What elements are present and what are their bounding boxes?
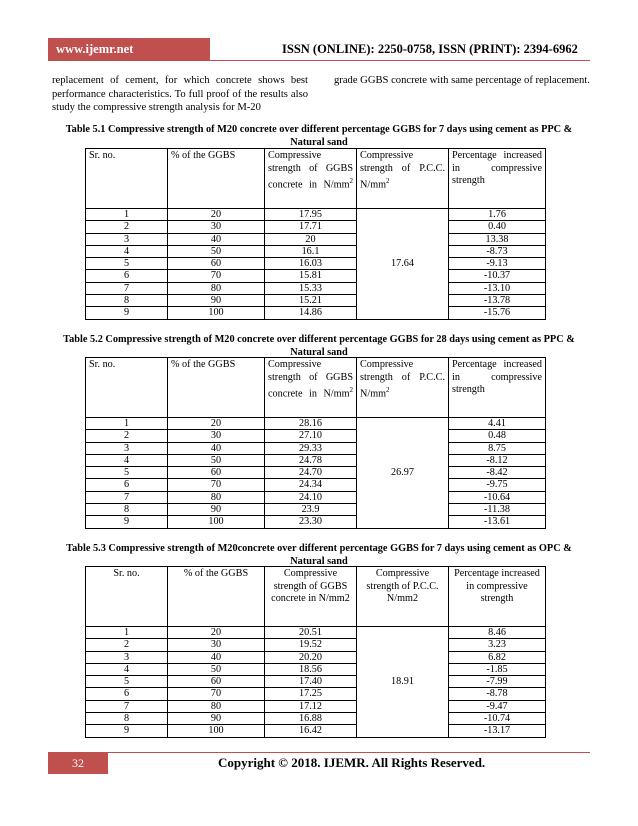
table-row	[86, 639, 546, 651]
table-row	[86, 258, 546, 270]
table-body	[86, 418, 546, 529]
cell-percent-increase: -8.12	[449, 454, 546, 466]
cell-ggbs-percent: 30	[168, 221, 265, 233]
col-header-increase: Percentage increased in compressive strength	[449, 567, 546, 627]
cell-ggbs-percent: 40	[168, 233, 265, 245]
col-header-sr: Sr. no.	[86, 358, 168, 418]
cell-ggbs-percent: 90	[168, 713, 265, 725]
cell-ggbs-percent: 60	[168, 676, 265, 688]
data-table	[85, 148, 546, 320]
cell-ggbs-percent: 20	[168, 209, 265, 221]
data-table	[85, 566, 546, 738]
cell-ggbs-strength: 16.88	[265, 713, 357, 725]
cell-ggbs-strength: 24.78	[265, 454, 357, 466]
cell-ggbs-percent: 70	[168, 688, 265, 700]
cell-ggbs-strength: 20	[265, 233, 357, 245]
cell-sr-no: 4	[86, 663, 168, 675]
cell-sr-no: 3	[86, 651, 168, 663]
table-row	[86, 504, 546, 516]
cell-percent-increase: -7.99	[449, 676, 546, 688]
cell-ggbs-percent: 50	[168, 454, 265, 466]
cell-ggbs-percent: 40	[168, 651, 265, 663]
cell-percent-increase: 4.41	[449, 418, 546, 430]
cell-ggbs-strength: 17.71	[265, 221, 357, 233]
cell-sr-no: 8	[86, 504, 168, 516]
table-row	[86, 700, 546, 712]
cell-ggbs-percent: 100	[168, 307, 265, 319]
table-row	[86, 725, 546, 737]
cell-percent-increase: -10.37	[449, 270, 546, 282]
col-header-sr: Sr. no.	[86, 149, 168, 209]
data-table	[85, 357, 546, 529]
cell-ggbs-strength: 28.16	[265, 418, 357, 430]
cell-ggbs-strength: 15.81	[265, 270, 357, 282]
cell-percent-increase: -13.17	[449, 725, 546, 737]
cell-percent-increase: -13.61	[449, 516, 546, 528]
cell-percent-increase: -10.74	[449, 713, 546, 725]
journal-website: www.ijemr.net	[48, 38, 210, 60]
cell-ggbs-percent: 50	[168, 245, 265, 257]
cell-ggbs-percent: 100	[168, 516, 265, 528]
cell-ggbs-strength: 27.10	[265, 430, 357, 442]
col-header-pct: % of the GGBS	[168, 567, 265, 627]
cell-ggbs-strength: 17.95	[265, 209, 357, 221]
intro-text-left: replacement of cement, for which concrete shows best performance characteristics. To full proof of the results also study the compressive strength analysis for M-20	[52, 75, 308, 113]
cell-sr-no: 2	[86, 430, 168, 442]
cell-ggbs-strength: 15.33	[265, 282, 357, 294]
cell-sr-no: 7	[86, 700, 168, 712]
col-header-pct: % of the GGBS	[168, 358, 265, 418]
cell-ggbs-percent: 80	[168, 282, 265, 294]
table-row	[86, 209, 546, 221]
cell-ggbs-percent: 50	[168, 663, 265, 675]
cell-percent-increase: -8.42	[449, 467, 546, 479]
cell-ggbs-strength: 19.52	[265, 639, 357, 651]
cell-ggbs-strength: 24.70	[265, 467, 357, 479]
cell-ggbs-percent: 100	[168, 725, 265, 737]
cell-ggbs-strength: 23.30	[265, 516, 357, 528]
cell-percent-increase: -10.64	[449, 491, 546, 503]
cell-percent-increase: -8.78	[449, 688, 546, 700]
table-caption: Table 5.1 Compressive strength of M20 concrete over different percentage GGBS for 7 days using cement as PPC & Natural sand	[65, 124, 573, 148]
cell-sr-no: 5	[86, 676, 168, 688]
col-header-ggbs: Compressive strength of GGBS concrete in $N/mm^2$	[265, 358, 357, 418]
cell-percent-increase: -9.75	[449, 479, 546, 491]
cell-sr-no: 6	[86, 270, 168, 282]
cell-percent-increase: -8.73	[449, 245, 546, 257]
cell-sr-no: 7	[86, 491, 168, 503]
cell-ggbs-percent: 20	[168, 627, 265, 639]
table-row	[86, 270, 546, 282]
cell-ggbs-percent: 60	[168, 258, 265, 270]
cell-ggbs-strength: 16.03	[265, 258, 357, 270]
table-row	[86, 282, 546, 294]
table-row	[86, 479, 546, 491]
cell-percent-increase: -9.13	[449, 258, 546, 270]
cell-sr-no: 2	[86, 221, 168, 233]
cell-ggbs-percent: 60	[168, 467, 265, 479]
cell-sr-no: 3	[86, 233, 168, 245]
table-row	[86, 295, 546, 307]
table-row	[86, 491, 546, 503]
table-row	[86, 430, 546, 442]
cell-pcc-strength: 17.64	[357, 209, 449, 320]
table-row	[86, 418, 546, 430]
cell-sr-no: 8	[86, 295, 168, 307]
cell-ggbs-percent: 30	[168, 639, 265, 651]
cell-ggbs-percent: 70	[168, 270, 265, 282]
cell-ggbs-strength: 29.33	[265, 442, 357, 454]
col-header-ggbs: Compressive strength of GGBS concrete in N/mm2	[265, 567, 357, 627]
col-header-pcc: Compressive strength of P.C.C. $N/mm^2$	[357, 358, 449, 418]
cell-sr-no: 1	[86, 418, 168, 430]
table-row	[86, 454, 546, 466]
cell-ggbs-percent: 70	[168, 479, 265, 491]
cell-ggbs-strength: 16.42	[265, 725, 357, 737]
cell-sr-no: 9	[86, 307, 168, 319]
cell-ggbs-strength: 16.1	[265, 245, 357, 257]
cell-ggbs-strength: 20.20	[265, 651, 357, 663]
table-caption: Table 5.2 Compressive strength of M20 concrete over different percentage GGBS for 28 days using cement as PPC & Natural sand	[63, 334, 575, 358]
table-caption: Table 5.3 Compressive strength of M20concrete over different percentage GGBS for 7 days using cement as OPC & Natural sand	[66, 543, 572, 567]
cell-pcc-strength: 18.91	[357, 627, 449, 738]
col-header-pct: % of the GGBS	[168, 149, 265, 209]
cell-ggbs-strength: 20.51	[265, 627, 357, 639]
table-row	[86, 663, 546, 675]
cell-sr-no: 4	[86, 245, 168, 257]
table-row	[86, 516, 546, 528]
cell-ggbs-strength: 23.9	[265, 504, 357, 516]
cell-sr-no: 3	[86, 442, 168, 454]
cell-ggbs-strength: 14.86	[265, 307, 357, 319]
page-number: 32	[48, 752, 108, 774]
cell-ggbs-strength: 17.40	[265, 676, 357, 688]
table-body	[86, 209, 546, 320]
issn-line: ISSN (ONLINE): 2250-0758, ISSN (PRINT): 2394-6962	[282, 42, 578, 56]
copyright-notice: Copyright © 2018. IJEMR. All Rights Reserved.	[218, 755, 486, 770]
cell-ggbs-percent: 40	[168, 442, 265, 454]
table-row	[86, 442, 546, 454]
cell-ggbs-percent: 90	[168, 504, 265, 516]
cell-percent-increase: 8.46	[449, 627, 546, 639]
cell-ggbs-strength: 17.25	[265, 688, 357, 700]
cell-sr-no: 1	[86, 209, 168, 221]
table-body	[86, 627, 546, 738]
cell-pcc-strength: 26.97	[357, 418, 449, 529]
table-row	[86, 245, 546, 257]
cell-ggbs-strength: 24.10	[265, 491, 357, 503]
cell-percent-increase: 0.40	[449, 221, 546, 233]
cell-ggbs-percent: 80	[168, 700, 265, 712]
cell-percent-increase: -1.85	[449, 663, 546, 675]
cell-ggbs-strength: 18.56	[265, 663, 357, 675]
header-rule	[48, 60, 590, 61]
col-header-pcc: Compressive strength of P.C.C. $N/mm^2$	[357, 149, 449, 209]
cell-percent-increase: 3.23	[449, 639, 546, 651]
cell-ggbs-percent: 20	[168, 418, 265, 430]
cell-sr-no: 9	[86, 516, 168, 528]
cell-percent-increase: -13.78	[449, 295, 546, 307]
table-row	[86, 627, 546, 639]
table-row	[86, 233, 546, 245]
table-row	[86, 221, 546, 233]
cell-percent-increase: -11.38	[449, 504, 546, 516]
cell-ggbs-strength: 15.21	[265, 295, 357, 307]
cell-sr-no: 6	[86, 688, 168, 700]
cell-percent-increase: 6.82	[449, 651, 546, 663]
col-header-pcc: Compressive strength of P.C.C. N/mm2	[357, 567, 449, 627]
table-row	[86, 676, 546, 688]
table-row	[86, 713, 546, 725]
cell-sr-no: 8	[86, 713, 168, 725]
cell-percent-increase: 1.76	[449, 209, 546, 221]
col-header-ggbs: Compressive strength of GGBS concrete in $N/mm^2$	[265, 149, 357, 209]
col-header-increase: Percentage increased in compressive strength	[449, 149, 546, 209]
cell-ggbs-percent: 90	[168, 295, 265, 307]
cell-percent-increase: -13.10	[449, 282, 546, 294]
cell-percent-increase: -9.47	[449, 700, 546, 712]
cell-sr-no: 7	[86, 282, 168, 294]
cell-percent-increase: 0.48	[449, 430, 546, 442]
cell-percent-increase: 8.75	[449, 442, 546, 454]
table-row	[86, 307, 546, 319]
cell-percent-increase: 13.38	[449, 233, 546, 245]
cell-ggbs-strength: 17.12	[265, 700, 357, 712]
cell-ggbs-percent: 30	[168, 430, 265, 442]
cell-sr-no: 6	[86, 479, 168, 491]
intro-text-right: grade GGBS concrete with same percentage of replacement.	[334, 75, 590, 86]
col-header-increase: Percentage increased in compressive strength	[449, 358, 546, 418]
table-row	[86, 467, 546, 479]
cell-percent-increase: -15.76	[449, 307, 546, 319]
table-row	[86, 688, 546, 700]
cell-sr-no: 4	[86, 454, 168, 466]
cell-ggbs-percent: 80	[168, 491, 265, 503]
col-header-sr: Sr. no.	[86, 567, 168, 627]
cell-sr-no: 9	[86, 725, 168, 737]
cell-sr-no: 2	[86, 639, 168, 651]
cell-sr-no: 1	[86, 627, 168, 639]
table-row	[86, 651, 546, 663]
cell-sr-no: 5	[86, 258, 168, 270]
cell-sr-no: 5	[86, 467, 168, 479]
cell-ggbs-strength: 24.34	[265, 479, 357, 491]
